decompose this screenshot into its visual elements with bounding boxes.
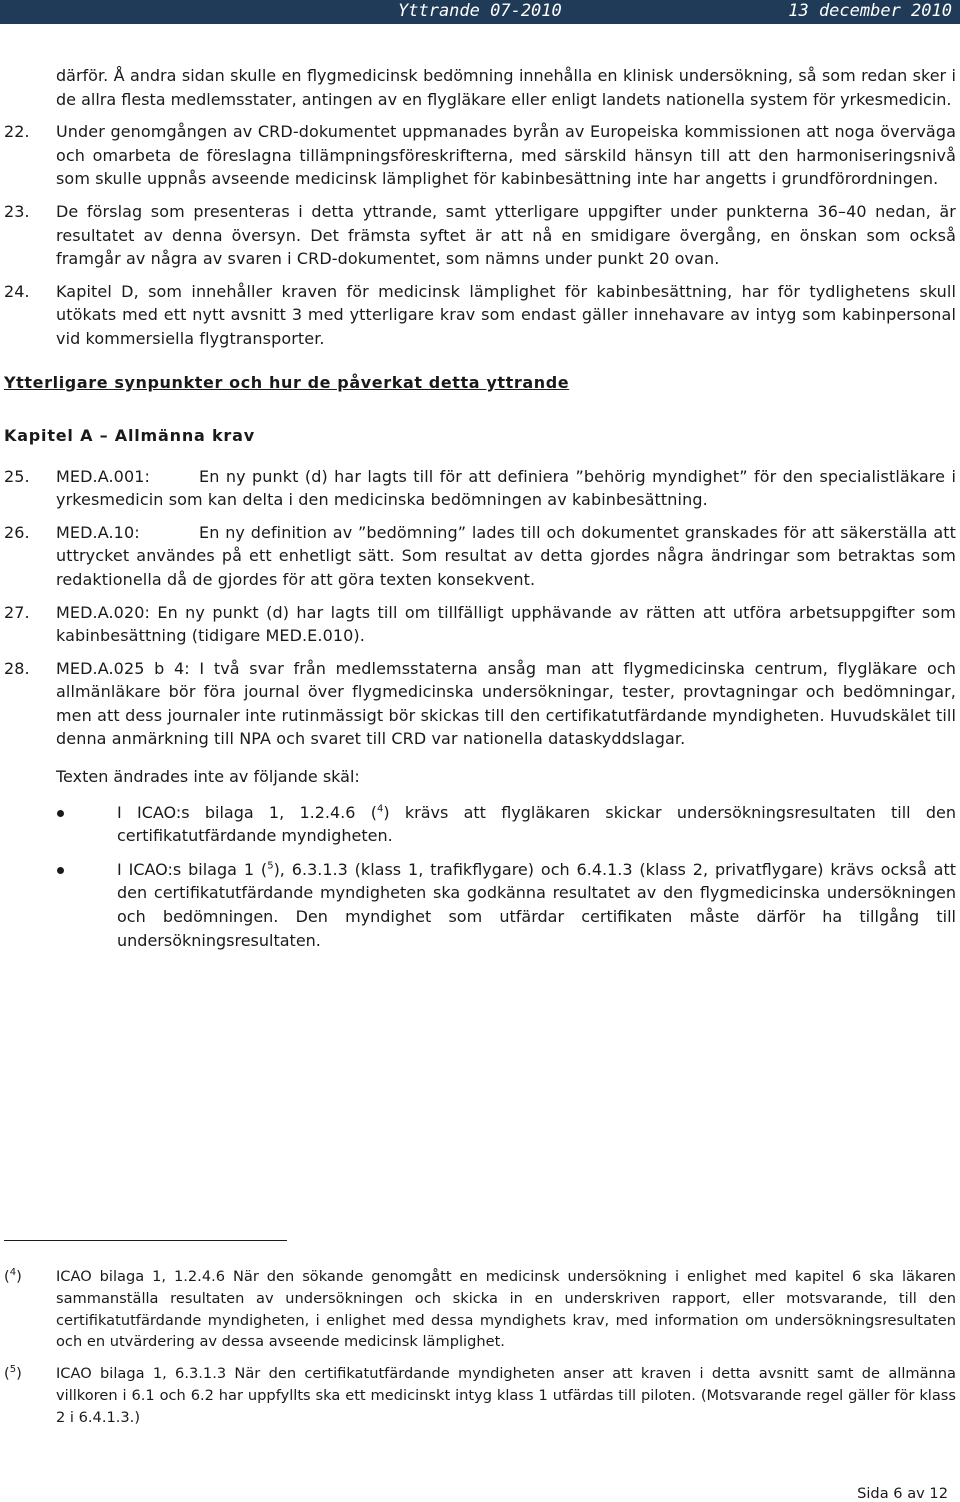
footnote-ref[interactable]: 4 (376, 803, 384, 815)
paragraph-number: 22. (4, 122, 30, 142)
numbered-item (0, 521, 960, 592)
footnote-text: ICAO bilaga 1, 1.2.4.6 När den sökande genomgått en medicinsk undersökning i enlighet med kapitel 6 ska läkaren sammanställa resultaten av undersökningen och skicka in en underskriven rapport, eller motsvarande, till den certifikatutfärdande myndigheten, i enlighet med dessa myndighets krav, med information om undersökningsresultaten och en utvärdering av dessa avseende medicinsk lämplighet. (56, 1268, 956, 1351)
footnote (0, 1266, 960, 1353)
item-number: 28. (4, 658, 30, 678)
footnote-marker: ($^4$) (4, 1267, 22, 1285)
item-text: I två svar från medlemsstaterna ansåg man att flygmedicinska centrum, flygläkare och allmänläkare bör föra journal över flygmedicinska undersökningar, tester, provtagningar och bedömningar, men att dess journaler inte rutinmässigt bör skickas till den certifikatutfärdande myndigheten. Huvudskälet till denna anmärkning till NPA och svaret till CRD var nationella dataskyddslagar. (56, 658, 956, 749)
footnote-marker: ($^5$) (4, 1364, 22, 1383)
item-text: En ny punkt (d) har lagts till för att definiera ”behörig myndighet” för den specialistläkare i yrkesmedicin som kan delta i den medicinska bedömningen av kabinbesättning. (56, 466, 956, 510)
numbered-item (0, 657, 960, 751)
header-document-id: Yttrande 07-2010 (398, 1, 562, 21)
footnote (0, 1363, 960, 1428)
bullet-list (0, 801, 960, 953)
numbered-paragraph (0, 120, 960, 191)
list-item: I ICAO:s bilaga 1 ($^5$), 6.3.1.3 (klass 1, trafikflygare) och 6.4.1.3 (klass 2, privatflygare) krävs också att den certifikatutfärdande myndigheten ska godkänna resultatet av den flygmedicinska undersökningen och bedömningen. Den myndighet som utfärdar certifikaten måste därför ha tillgång till undersökningsresultaten. (0, 858, 960, 952)
item-text: En ny punkt (d) har lagts till om tillfälligt upphävande av rätten att utföra arbetsuppgifter som kabinbesättning (tidigare MED.E.010). (56, 602, 956, 646)
intro-paragraph: därför. Å andra sidan skulle en flygmedicinsk bedömning innehålla en klinisk undersökning, så som redan sker i de allra flesta medlemsstater, antingen av en flygläkare eller enligt landets nationella system för yrkesmedicin. (56, 66, 956, 109)
page-number: Sida 6 av 12 (857, 1485, 948, 1502)
section-heading: Ytterligare synpunkter och hur de påverkat detta yttrande (4, 372, 570, 392)
paragraph-text: Under genomgången av CRD-dokumentet uppmanades byrån av Europeiska kommissionen att noga överväga och omarbeta de föreslagna tillämpningsföreskrifterna, med särskild hänsyn till att den harmoniseringsnivå som skulle uppnås avseende medicinsk lämplighet för kabinbesättning inte har angetts i grundförordningen. (56, 122, 956, 189)
item-number: 27. (4, 602, 30, 622)
page-body (0, 64, 960, 962)
footnote-text: ICAO bilaga 1, 6.3.1.3 När den certifikatutfärdande myndigheten anser att kraven i detta avsnitt samt de allmänna villkoren i 6.1 och 6.2 har uppfyllts ska ett medicinskt intyg klass 1 utfärdas till piloten. (Motsvarande regel gäller för klass 2 i 6.4.1.3.) (56, 1365, 956, 1426)
bullet-icon (57, 810, 64, 817)
bullet-icon (57, 867, 64, 874)
document-header (0, 0, 960, 24)
item-reference: MED.A.10: (56, 522, 140, 542)
item-text: En ny definition av ”bedömning” lades till och dokumentet granskades för att säkerställa att uttrycket användes på ett enhetligt sätt. Som resultat av detta gjordes några ändringar som betraktas som redaktionella då de gjordes för att göra texten konsekvent. (56, 522, 956, 589)
footnote-separator (4, 1240, 287, 1241)
numbered-item (0, 465, 960, 512)
footnote-ref[interactable]: 5 (267, 860, 274, 872)
footnotes (0, 1266, 960, 1439)
item-reference: MED.A.025 b 4: (56, 658, 190, 678)
item-reference: MED.A.001: (56, 466, 150, 486)
numbered-item (0, 601, 960, 648)
numbered-paragraph (0, 280, 960, 351)
list-item: I ICAO:s bilaga 1, 1.2.4.6 ($^4$) krävs att flygläkaren skickar undersökningsresultaten till den certifikatutfärdande myndigheten. (0, 801, 960, 848)
paragraph-number: 24. (4, 281, 30, 301)
paragraph-text: De förslag som presenteras i detta yttrande, samt ytterligare uppgifter under punkterna 36–40 nedan, är resultatet av denna översyn. Det främsta syftet är att nå en smidigare övergång, en önskan som också framgår av några av svaren i CRD-dokumentet, som nämns under punkt 20 ovan. (56, 201, 956, 269)
paragraph-number: 23. (4, 201, 30, 221)
chapter-heading: Kapitel A – Allmänna krav (4, 425, 255, 445)
item-number: 26. (4, 522, 30, 542)
item-number: 25. (4, 466, 30, 486)
header-date: 13 december 2010 (788, 1, 952, 21)
paragraph-text: Kapitel D, som innehåller kraven för medicinsk lämplighet för kabinbesättning, har för tydlighetens skull utökats med ett nytt avsnitt 3 med ytterligare krav som endast gäller innehavare av intyg som kabinpersonal vid kommersiella flygtransporter. (56, 281, 956, 348)
numbered-paragraph (0, 200, 960, 271)
reasons-intro: Texten ändrades inte av följande skäl: (56, 767, 360, 787)
item-reference: MED.A.020: (56, 602, 150, 622)
